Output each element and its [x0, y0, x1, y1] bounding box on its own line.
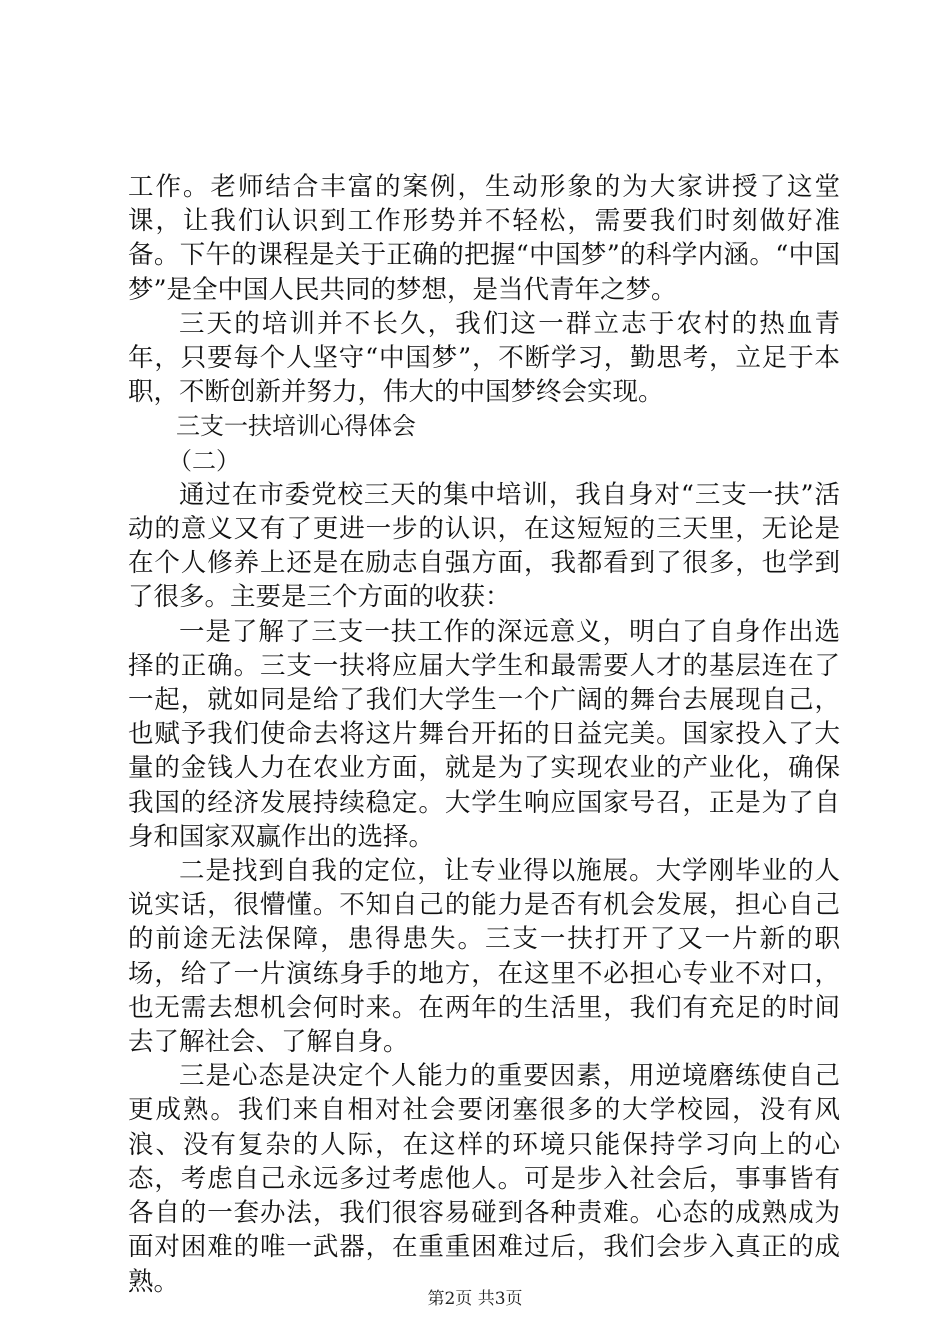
paragraph-conclusion: 三天的培训并不长久，我们这一群立志于农村的热血青年，只要每个人坚守“中国梦”，不断学习，勤思考，立足于本职，不断创新并努力，伟大的中国梦终会实现。	[128, 308, 840, 408]
paragraph-point-one: 一是了解了三支一扶工作的深远意义，明白了自身作出选择的正确。三支一扶将应届大学生和最需要人才的基层连在了一起，就如同是给了我们大学生一个广阔的舞台去展现自己，也赋予我们使命去将这片舞台开拓的日益完美。国家投入了大量的金钱人力在农业方面，就是为了实现农业的产业化，确保我国的经济发展持续稳定。大学生响应国家号召，正是为了自身和国家双赢作出的选择。	[128, 616, 840, 852]
paragraph-point-two: 二是找到自我的定位，让专业得以施展。大学刚毕业的人说实话，很懵懂。不知自己的能力是否有机会发展，担心自己的前途无法保障，患得患失。三支一扶打开了又一片新的职场，给了一片演练身手的地方，在这里不必担心专业不对口，也无需去想机会何时来。在两年的生活里，我们有充足的时间去了解社会、了解自身。	[128, 856, 840, 1058]
paragraph-point-three: 三是心态是决定个人能力的重要因素，用逆境磨练使自己更成熟。我们来自相对社会要闭塞很多的大学校园，没有风浪、没有复杂的人际，在这样的环境只能保持学习向上的心态，考虑自己永远多过考虑他人。可是步入社会后，事事皆有各自的一套办法，我们很容易碰到各种责难。心态的成熟成为面对困难的唯一武器，在重重困难过后，我们会步入真正的成熟。	[128, 1061, 840, 1297]
paragraph-continuation: 工作。老师结合丰富的案例，生动形象的为大家讲授了这堂课，让我们认识到工作形势并不轻松，需要我们时刻做好准备。下午的课程是关于正确的把握“中国梦”的科学内涵。“中国梦”是全中国人民共同的梦想，是当代青年之梦。	[128, 172, 840, 305]
document-body	[128, 170, 840, 1299]
section-title: 三支一扶培训心得体会	[176, 412, 416, 441]
section-number: （二）	[168, 446, 240, 475]
paragraph-intro: 通过在市委党校三天的集中培训，我自身对“三支一扶”活动的意义又有了更进一步的认识，在这短短的三天里，无论是在个人修养上还是在励志自强方面，我都看到了很多，也学到了很多。主要是三个方面的收获：	[128, 479, 840, 613]
page-number-footer: 第2页 共3页	[427, 1289, 523, 1309]
